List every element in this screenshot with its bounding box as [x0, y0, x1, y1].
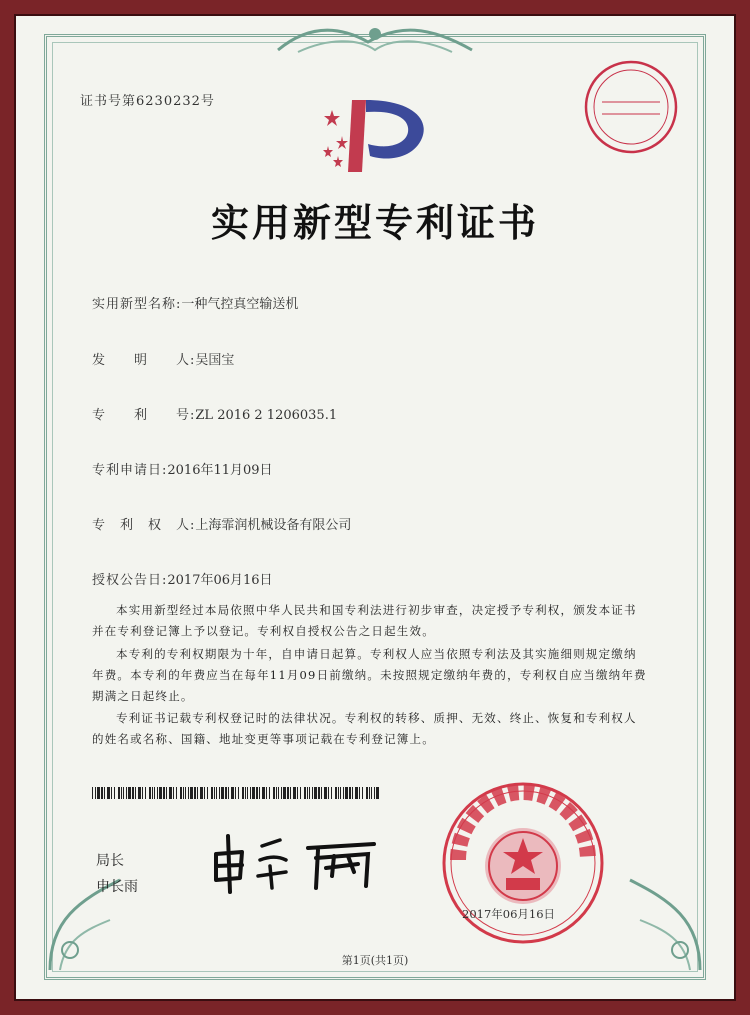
barcode-bar — [104, 787, 105, 799]
barcode-bar — [374, 787, 375, 799]
barcode-bar — [259, 787, 260, 799]
field-label: 实用新型名称: — [92, 297, 182, 312]
barcode-bar — [324, 787, 327, 799]
barcode-bar — [276, 787, 277, 799]
barcode-bar — [297, 787, 298, 799]
field-utility-name — [92, 293, 298, 312]
barcode-bar — [138, 787, 141, 799]
field-label: 专 利 号: — [92, 408, 196, 423]
barcode-bar — [321, 787, 322, 799]
barcode-bar — [287, 787, 289, 799]
field-value: ZL 2016 2 1206035.1 — [195, 408, 338, 423]
barcode-bar — [194, 787, 196, 799]
barcode-bar — [238, 787, 239, 799]
field-value: 吴国宝 — [195, 353, 235, 368]
barcode-bar — [359, 787, 360, 799]
barcode-bar — [362, 787, 363, 799]
corner-seal — [582, 58, 680, 156]
signer-title: 局长 — [96, 853, 124, 869]
barcode-bar — [290, 787, 291, 799]
barcode-bar — [273, 787, 275, 799]
barcode-bar — [376, 787, 379, 799]
seal-date: 2017年06月16日 — [462, 907, 556, 921]
barcode-bar — [166, 787, 167, 799]
field-value: 2017年06月16日 — [167, 573, 273, 588]
field-label: 专 利 权 人: — [92, 518, 196, 533]
page-number: 第1页(共1页) — [341, 954, 409, 967]
barcode-bar — [169, 787, 172, 799]
barcode-bar — [312, 787, 313, 799]
barcode-bar — [159, 787, 162, 799]
barcode-bar — [135, 787, 136, 799]
barcode-bar — [228, 787, 229, 799]
barcode-bar — [256, 787, 258, 799]
barcode-bar — [231, 787, 234, 799]
barcode-bar — [123, 787, 124, 799]
barcode-bar — [163, 787, 165, 799]
barcode-bar — [114, 787, 115, 799]
barcode-bar — [132, 787, 134, 799]
barcode-bar — [154, 787, 155, 799]
barcode-bar — [214, 787, 215, 799]
barcode-bar — [111, 787, 112, 799]
barcode-bar — [345, 787, 348, 799]
signer-name: 申长雨 — [96, 879, 138, 895]
field-label: 专利申请日: — [92, 463, 168, 478]
barcode-bar — [252, 787, 255, 799]
barcode-bar — [204, 787, 205, 799]
barcode-bar — [152, 787, 153, 799]
field-value: 上海霏润机械设备有限公司 — [195, 518, 352, 533]
field-patent-number — [92, 404, 337, 423]
barcode-bar — [242, 787, 244, 799]
field-label: 发 明 人: — [92, 353, 196, 368]
barcode-bar — [293, 787, 296, 799]
barcode-bar — [225, 787, 227, 799]
barcode-bar — [121, 787, 122, 799]
barcode-bar — [366, 787, 368, 799]
barcode-bar — [314, 787, 317, 799]
barcode — [92, 787, 382, 799]
barcode-bar — [97, 787, 100, 799]
barcode-bar — [221, 787, 224, 799]
barcode-bar — [157, 787, 158, 799]
barcode-bar — [338, 787, 339, 799]
barcode-bar — [95, 787, 96, 799]
barcode-bar — [331, 787, 332, 799]
certificate-title: 实用新型专利证书 — [210, 200, 539, 245]
barcode-bar — [142, 787, 143, 799]
barcode-bar — [200, 787, 203, 799]
handwritten-signature — [208, 826, 384, 896]
barcode-bar — [307, 787, 308, 799]
barcode-bar — [219, 787, 220, 799]
field-value: 一种气控真空输送机 — [181, 297, 299, 312]
barcode-bar — [349, 787, 351, 799]
patent-office-logo — [318, 96, 438, 180]
barcode-bar — [128, 787, 131, 799]
barcode-bar — [371, 787, 372, 799]
barcode-bar — [340, 787, 341, 799]
barcode-bar — [355, 787, 358, 799]
barcode-bar — [235, 787, 236, 799]
barcode-bar — [250, 787, 251, 799]
barcode-bar — [262, 787, 265, 799]
field-application-date — [92, 459, 273, 478]
barcode-bar — [369, 787, 370, 799]
paragraph-legal-status: 专利证书记载专利权登记时的法律状况。专利权的转移、质押、无效、终止、恢复和专利权人的姓名或名称、国籍、地址变更等事项记载在专利登记簿上。 — [92, 711, 637, 746]
barcode-bar — [281, 787, 282, 799]
barcode-bar — [188, 787, 189, 799]
barcode-bar — [145, 787, 146, 799]
barcode-bar — [107, 787, 110, 799]
barcode-bar — [180, 787, 182, 799]
barcode-bar — [318, 787, 320, 799]
field-inventor — [92, 349, 234, 368]
barcode-bar — [190, 787, 193, 799]
barcode-bar — [173, 787, 174, 799]
field-value: 2016年11月09日 — [167, 463, 273, 478]
barcode-bar — [352, 787, 353, 799]
barcode-bar — [304, 787, 306, 799]
barcode-bar — [197, 787, 198, 799]
field-grant-date — [92, 569, 273, 588]
barcode-bar — [309, 787, 310, 799]
barcode-bar — [118, 787, 120, 799]
barcode-bar — [216, 787, 217, 799]
certificate-number: 证书号第6230232号 — [80, 94, 215, 109]
barcode-bar — [207, 787, 208, 799]
barcode-bar — [300, 787, 301, 799]
top-ornament — [268, 20, 482, 60]
field-label: 授权公告日: — [92, 573, 168, 588]
barcode-bar — [335, 787, 337, 799]
barcode-bar — [176, 787, 177, 799]
barcode-bar — [283, 787, 286, 799]
barcode-bar — [269, 787, 270, 799]
barcode-bar — [92, 787, 93, 799]
barcode-bar — [126, 787, 127, 799]
paragraph-term: 本专利的专利权期限为十年，自申请日起算。专利权人应当依照专利法及其实施细则规定缴纳年费。本专利的年费应当在每年11月09日前缴纳。未按照规定缴纳年费的，专利权自应当缴纳年费期满之日起终止。 — [92, 647, 647, 703]
barcode-bar — [211, 787, 213, 799]
barcode-bar — [183, 787, 184, 799]
barcode-bar — [245, 787, 246, 799]
barcode-bar — [266, 787, 267, 799]
field-patentee — [92, 514, 351, 533]
barcode-bar — [343, 787, 344, 799]
paragraph-grant: 本实用新型经过本局依照中华人民共和国专利法进行初步审查，决定授予专利权，颁发本证书并在专利登记簿上予以登记。专利权自授权公告之日起生效。 — [92, 603, 637, 638]
barcode-bar — [328, 787, 329, 799]
barcode-bar — [149, 787, 151, 799]
barcode-bar — [101, 787, 103, 799]
barcode-bar — [278, 787, 279, 799]
barcode-bar — [247, 787, 248, 799]
barcode-bar — [185, 787, 186, 799]
